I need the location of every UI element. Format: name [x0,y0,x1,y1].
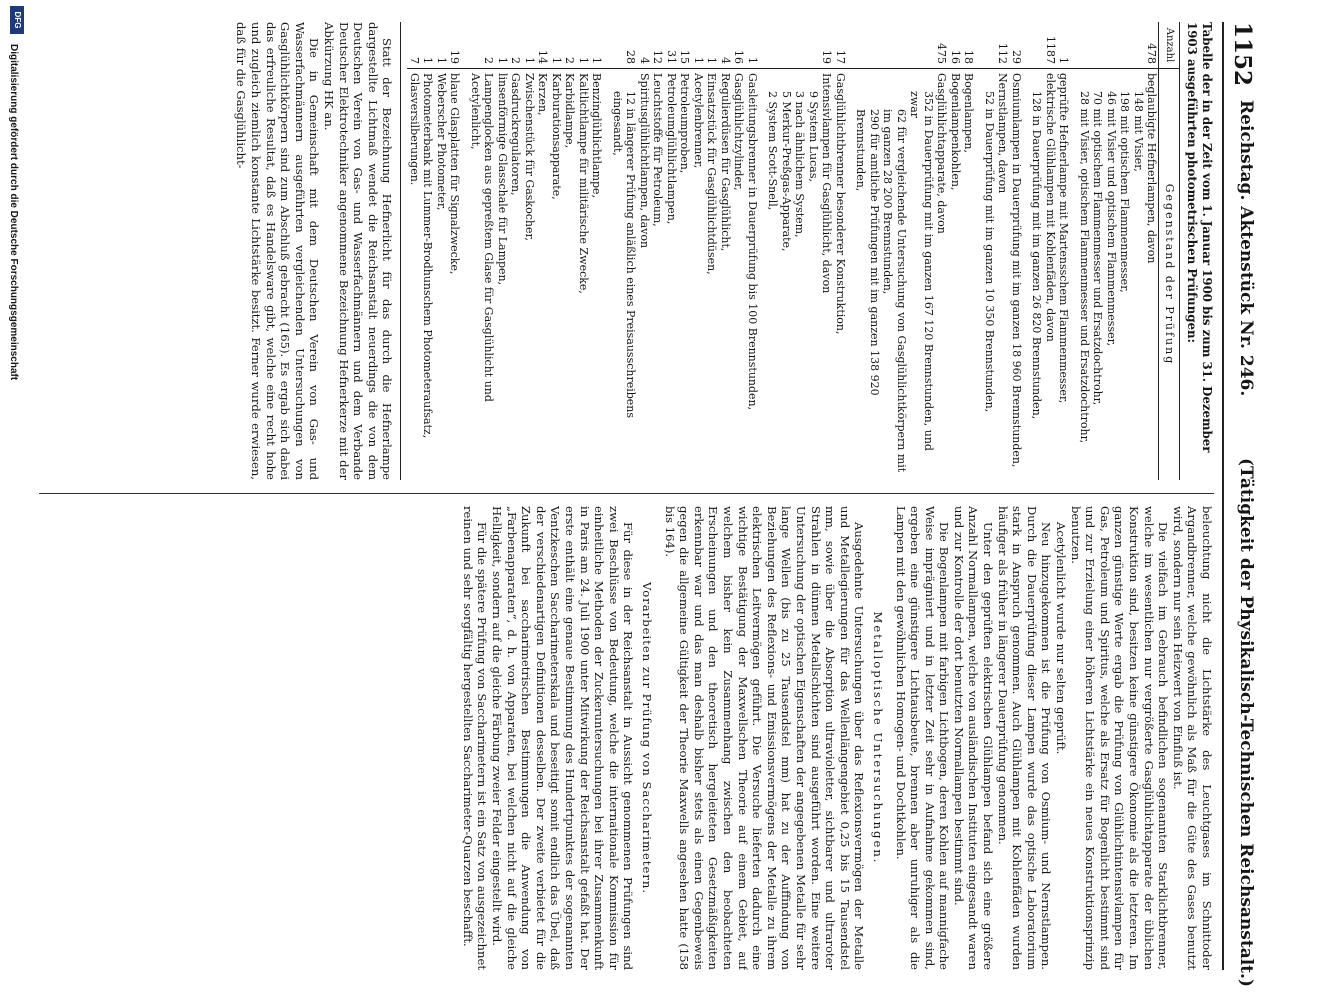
row-count [779,22,793,69]
row-subject: beglaubigte Hefnerlampen, davon [1145,73,1159,264]
row-subject: Kaltlichtlampe für militärische Zwecke, [576,73,590,294]
digitization-credit: Digitalisierung gefördert durch die Deutsche Forschungsgemeinschaft [8,44,19,381]
table-row [1057,22,1078,480]
row-subject: Weberscher Photometer, [434,73,448,211]
row-subject: Petroleumglühlichtlampen, [664,73,678,225]
row-subject: 46 mit Visier und optischem Flammenmesser, [1104,91,1118,347]
row-subject: Intensivlampen für Gasglühlicht, davon [820,73,834,294]
table-row [1145,22,1159,480]
row-subject: 3 nach ähnlichem System, [793,91,807,238]
row-count: 17 [833,22,854,69]
table-row [434,22,448,480]
table-row [664,22,678,480]
row-count [982,22,996,69]
table-row [495,22,509,480]
row-count: 16 [732,22,746,69]
right-column [34,506,1214,970]
table-row [793,22,807,480]
table-row [563,22,577,480]
table-row [610,22,637,480]
right-paragraph-3: Acetylenlicht wurde nur selten geprüft. [1054,522,1069,755]
row-subject: Bogenlampen, [962,73,976,153]
table-row [935,22,949,480]
row-count: 19 [448,22,469,69]
table-row [468,22,495,480]
row-count: 1 [691,22,705,69]
table-bottom-rule [400,22,401,480]
table-row [745,22,766,480]
row-count: 1 [421,22,435,69]
row-subject: Spiritusglühlichtlampen, davon [637,73,651,249]
table-row [549,22,563,480]
row-count: 28 [610,22,637,69]
page-header [1224,22,1266,987]
left-column [34,22,1214,480]
row-subject: elektrische Glühlampen mit Kohlenfäden, davon [1043,73,1057,342]
table-row [982,22,996,480]
row-count: 1 [576,22,590,69]
row-subject: Gasleitungsbrenner in Dauerprüfung bis 100 Brennstunden, [745,73,759,411]
row-subject: 70 mit optischem Flammenmesser und Ersatzdochtrohr, [1091,91,1105,406]
row-count [766,22,780,69]
table-row [962,22,983,480]
saccharimeter-paragraph-1: Für diese in der Reichsanstalt in Aussicht genommenen Prüfungen sind zwei Beschlüsse von Bedeutung, welche die internationale Kommission für einheitliche Methoden der Zuckeruntersuchungen bei ihrer Zusammenkunft in Paris am 24. Juli 1900 unter Mitwirkung der Reichsanstalt gefaßt hat. Der erste enthält eine genaue Bestimmung des Hundertpunktes der sogenannten Ventzkeschen Saccharimeterskala und beseitigt somit endlich das Übel, daß der verschiedenartigen Definitionen desselben. Der zweite verbietet für die Zukunft bei saccharimetrischen Bestimmungen die Anwendung von „Farbenapparaten“, d. h. von Apparaten, bei welchen nicht auf die gleiche Helligkeit, sondern auf die gleiche Färbung zweier Felder eingestellt wird. [490,506,636,970]
page-number: 1152 [1229,22,1256,87]
row-count: 29 [1009,22,1030,69]
right-paragraph-1: beleuchtung nicht die Lichtstärke des Leuchtgases im Schnittoder Argandbrenner, welche gewöhnlich als Maß für die Güte des Gases benutzt wird, sondern nur sein Heizwert von Einfluß ist. [1170,506,1214,970]
row-subject: 62 für vergleichende Untersuchung von Gasglühlichtkörpern mit im ganzen 28 200 Brennstunden, [881,109,908,473]
running-head-right: (Tätigkeit der Physikalisch-Technischen Reichsanstalt.) [1236,458,1256,987]
row-subject: 52 in Dauerprüfung mit im ganzen 10 350 Brennstunden, [982,91,996,413]
row-count [1077,22,1091,69]
table-row [1009,22,1030,480]
row-subject: Gasglühlichtzylinder, [732,73,746,191]
row-subject: Zwischenstück für Gaskocher, [522,73,536,242]
table-row [1077,22,1091,480]
right-paragraph-2: Die vielfach im Gebrauch befindlichen sogenannten Starklichtbrenner, welche im wesentlichen nur vergrößerte Gasglühlichtapparate der üblichen Konstruktion sind, besitzen keine günstigere Ökonomie als die letzteren. Im ganzen günstige Werte ergab die Prüfung von Glühlichtintensivlampen für Gas, Petroleum und Spiritus, welche als Ersatz für Bogenlicht bestimmt sind und zur Erzielung einer höheren Lichtstärke ein neues Konstruktionsprinzip benutzen. [1068,506,1171,970]
running-head-left: Reichstag. Aktenstück Nr. 246. [1236,100,1256,397]
row-count: 15 [678,22,692,69]
row-count [1030,22,1044,69]
row-subject: geprüfte Hefnerlampe mit Martensschem Flammenmesser, [1057,73,1071,404]
row-subject: 352 in Dauerprüfung mit im ganzen 167 120 Brennstunden, und zwar [908,91,935,451]
row-count [1118,22,1132,69]
table-row [536,22,550,480]
table-row [705,22,719,480]
row-count [1104,22,1118,69]
table-row [833,22,854,480]
row-subject: Petroleumproben, [678,73,692,174]
photometric-tests-table [407,22,1180,480]
row-count: 2 [468,22,495,69]
left-paragraph-2: Die in Gemeinschaft mit dem Deutschen Verein von Gas- und Wasserfachmännern ausgeführten vergleichenden Untersuchungen von Gasglühlichtkörpern sind zum Abschluß gebracht (165). Es ergab sich dabei das erfreuliche Resultat, daß es Handelsware gibt, welche eine recht hohe und zugleich ziemlich konstante Lichtstärke besitzt. Ferner wurde erwiesen, daß für die Gasglühlicht- [234,22,322,480]
row-count: 16 [948,22,962,69]
table-row [908,22,935,480]
table-row [651,22,665,480]
row-count [793,22,807,69]
row-subject: Photometerbank mit Lummer-Brodhunschem Photometeraufsatz, [421,73,435,439]
row-count: 12 [651,22,665,69]
row-count: 1187 [1043,22,1057,69]
row-count: 475 [935,22,949,69]
dfg-logo: DFG [10,6,24,34]
row-count: 2 [509,22,523,69]
row-subject: Kerzen, [536,73,550,116]
row-count: 1 [495,22,509,69]
table-row [1030,22,1044,480]
table-row [576,22,590,480]
row-subject: Osmiumlampen in Dauerprüfung mit im ganzen 18 960 Brennstunden, [1009,73,1023,468]
document-page [26,22,1266,987]
table-body [407,22,1159,480]
row-subject: Gasglühlichtbrenner besonderer Konstruktion, [833,73,847,335]
row-count: 31 [664,22,678,69]
row-count: 1 [1057,22,1078,69]
table-row [1118,22,1132,480]
row-subject: 12 in längerer Prüfung anläßlich eines Preisausschreibens eingesandt, [610,91,638,419]
row-subject: 28 mit Visier, optischem Flammenmesser und Ersatzdochtrohr, [1077,91,1091,444]
row-count [1131,22,1145,69]
table-row [881,22,908,480]
table-row [1091,22,1105,480]
table-row [779,22,793,480]
table-row [732,22,746,480]
row-count: 19 [820,22,834,69]
table-row [806,22,820,480]
row-subject: Karburationsapparate, [549,73,563,200]
table-row [1104,22,1118,480]
table-row [448,22,469,480]
table-row [718,22,732,480]
table-row [637,22,651,480]
row-subject: 5 Merkur-Preßgas-Apparate, [779,91,793,252]
table-row [678,22,692,480]
right-paragraph-4: Neu hinzugekommen ist die Prüfung von Osmium- und Nernstlampen. Durch die Dauerprüfung dieser Lampen wurde das optische Laboratorium stark in Anspruch genommen. Auch Glühlampen mit Kohlenfäden wurden häufiger als früher in längerer Dauerprüfung genommen. [995,506,1054,970]
row-count [908,22,935,69]
row-count: 18 [962,22,983,69]
right-paragraph-6: Die Bogenlampen mit farbigen Lichtbogen, deren Kohlen auf mannigfache Weise imprägniert und in letzter Zeit sehr in Aufnahme gekommen sind, ergeben eine günstigere Lichtausbeute, brennen aber unruhiger als die Lampen mit den gewöhnlichen Homogen- und Dochtkohlen. [893,506,952,970]
row-subject: 198 mit optischem Flammenmesser, [1118,91,1132,293]
table-row [820,22,834,480]
table-row [691,22,705,480]
row-count: 1 [705,22,719,69]
section-heading-saccharimeter: Vorarbeiten zur Prüfung von Saccharimetern. [640,581,655,895]
table-row [407,22,421,480]
table-header-count: Anzahl [1159,22,1180,69]
row-subject: Gasglühlichtapparate, davon [935,73,949,234]
row-count: 478 [1145,22,1159,69]
column-separator [39,493,1214,494]
table-row [590,22,611,480]
row-count: 2 [563,22,577,69]
row-subject: Regulierdüsen für Gasglühlicht, [718,73,732,252]
row-count: 4 [718,22,732,69]
row-count: 1 [745,22,766,69]
row-subject: Nernstlampen, davon [996,73,1010,194]
table-row [522,22,536,480]
metalloptics-text: Ausgedehnte Untersuchungen über das Reflexionsvermögen der Metalle und Metallegierungen für das Wellenlängengebiet 0,25 bis 15 Tausendstel mm, sowie über die Absorption ultravioletter, sichtbarer und ultraroter Strahlen in dünnen Metallschichten sind ausgeführt worden. Eine weitere Untersuchung der optischen Eigenschaften der angegebenen Metalle für sehr lange Wellen (bis zu 25 Tausendstel mm) hat zu der Auffindung von Beziehungen des Reflexions- und Emissionsvermögens der Metalle zu ihrem elektrischen Leitvermögen geführt. Die Versuche lieferten dadurch eine wichtige Bestätigung der Maxwellschen Theorie auf einem Gebiet, auf welchem bisher kein Zusammenhang zwischen den beobachteten Erscheinungen und den theoretisch hergeleiteten Gesetzmäßigkeiten erkennbar war und das man deshalb bisher stets als einen Gegenbeweis gegen die allgemeine Gültigkeit der Theorie Maxwells angesehen hatte (158 bis 164). [662,506,867,970]
row-subject: linsenförmige Glasschale für Lampen, [495,73,509,286]
table-row [948,22,962,480]
row-count: 112 [996,22,1010,69]
row-count: 7 [407,22,421,69]
row-count [806,22,820,69]
row-subject: blaue Glasplatten für Signalzwecke, [448,73,462,275]
row-subject: Bogenlampenkohlen, [948,73,962,191]
row-subject: Acetylenbrenner, [691,73,705,169]
row-subject: Leuchtstoffe für Petroleum, [651,73,665,227]
table-row [766,22,780,480]
row-subject: 9 System Lucas, [806,91,820,182]
row-subject: Benzinglühlichtlampe, [590,73,604,199]
row-count [1091,22,1105,69]
row-subject: Gasdruckregulatoren, [509,73,523,196]
saccharimeter-paragraph-2: Für die spätere Prüfung von Saccharimetern ist ein Satz von ausgezeichnet reinen und sehr sorgfältig hergestellten Saccharimeter-Quarzen beschafft. [460,506,490,970]
row-count: 1 [522,22,536,69]
table-row [996,22,1010,480]
table-caption: Tabelle der in der Zeit vom 1. Januar 1900 bis zum 31. Dezember 1903 ausgeführten photometrischen Prüfungen: [1185,22,1214,453]
row-count: 14 [536,22,550,69]
left-paragraph-1: Statt der Bezeichnung Hefnerlicht für das durch die Hefnerlampe dargestellte Lichtmaß wendet die Reichsanstalt neuerdings die von dem Deutschen Verein von Gas- und Wasserfachmännern und dem Verbande Deutscher Elektrotechniker angenommene Bezeichnung Hefnerkerze mit der Abkürzung HK an. [321,22,395,480]
row-subject: Lampenglocken aus gepreßtem Glase für Gasglühlicht und Acetylenlicht, [468,73,496,402]
right-paragraph-5: Unter den geprüften elektrischen Glühlampen befand sich eine größere Anzahl Normallampen, welche von ausländischen Instituten eingesandt waren und zur Kontrolle der dort benutzten Normallampen bestimmt sind. [951,506,996,970]
row-subject: 148 mit Visier, [1131,91,1145,172]
row-count: 1 [434,22,448,69]
table-row [421,22,435,480]
table-row [1131,22,1145,480]
row-subject: Karbidlampe, [563,73,577,149]
row-count [854,22,881,69]
table-row [1043,22,1057,480]
section-heading-metalloptics: Metalloptische Untersuchungen. [870,611,885,865]
header-rule [1222,22,1224,970]
row-subject: 2 System Scott-Snell, [766,91,780,211]
row-count: 1 [549,22,563,69]
row-subject: 128 in Dauerprüfung mit im ganzen 26 820 Brennstunden, [1030,91,1044,420]
row-count: 4 [637,22,651,69]
row-subject: Einsatzstück für Gasglühlichtdüsen, [705,73,719,275]
row-subject: Glasversilberungen. [407,73,421,186]
table-row [854,22,881,480]
table-row [509,22,523,480]
row-subject: 290 für amtliche Prüfungen mit im ganzen 138 920 Brennstunden, [854,109,881,396]
row-count: 1 [590,22,611,69]
row-count [881,22,908,69]
table-header-subject: Gegenstand der Prüfung [1159,69,1180,481]
